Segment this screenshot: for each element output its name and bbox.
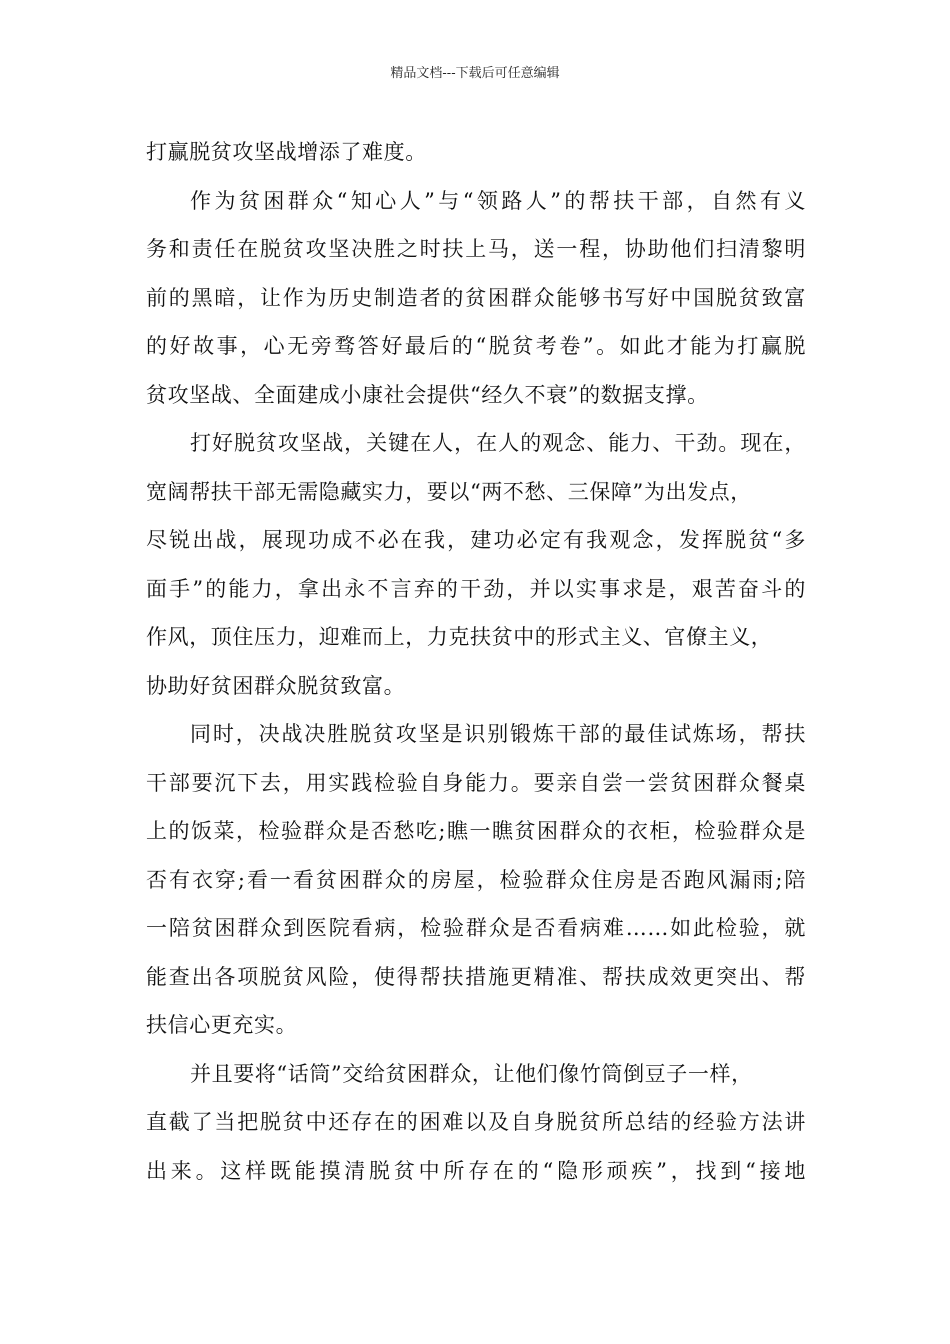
text-line: 打赢脱贫攻坚战增添了难度。 bbox=[146, 140, 427, 164]
text-line: 同时，决战决胜脱贫攻坚是识别锻炼干部的最佳试炼场，帮扶 bbox=[190, 722, 806, 746]
text-line: 一陪贫困群众到医院看病，检验群众是否看病难……如此检验，就 bbox=[146, 916, 806, 940]
text-line: 干部要沉下去，用实践检验自身能力。要亲自尝一尝贫困群众餐桌 bbox=[146, 770, 806, 795]
text-line: 贫攻坚战、全面建成小康社会提供“经久不衰”的数据支撑。 bbox=[146, 382, 709, 407]
text-line: 作风，顶住压力，迎难而上，力克扶贫中的形式主义、官僚主义， bbox=[146, 625, 773, 649]
text-line: 并且要将“话筒”交给贫困群众，让他们像竹筒倒豆子一样， bbox=[190, 1061, 753, 1086]
text-line: 打好脱贫攻坚战，关键在人，在人的观念、能力、干劲。现在， bbox=[190, 431, 806, 455]
text-line: 面手”的能力，拿出永不言弃的干劲，并以实事求是，艰苦奋斗的 bbox=[146, 576, 806, 601]
text-line: 扶信心更充实。 bbox=[146, 1013, 298, 1037]
text-line: 宽阔帮扶干部无需隐藏实力，要以“两不愁、三保障”为出发点， bbox=[146, 479, 752, 504]
text-line: 直截了当把脱贫中还存在的困难以及自身脱贫所总结的经验方法讲 bbox=[146, 1110, 806, 1134]
text-line: 务和责任在脱贫攻坚决胜之时扶上马，送一程，协助他们扫清黎明 bbox=[146, 237, 806, 261]
text-line: 作为贫困群众“知心人”与“领路人”的帮扶干部，自然有义 bbox=[190, 188, 806, 213]
text-line: 能查出各项脱贫风险，使得帮扶措施更精准、帮扶成效更突出、帮 bbox=[146, 964, 806, 989]
text-line: 上的饭菜，检验群众是否愁吃;瞧一瞧贫困群众的衣柜，检验群众是 bbox=[146, 819, 806, 843]
text-line: 出来。这样既能摸清脱贫中所存在的“隐形顽疾”，找到“接地 bbox=[146, 1158, 806, 1183]
text-line: 的好故事，心无旁骛答好最后的“脱贫考卷”。如此才能为打赢脱 bbox=[146, 334, 806, 358]
text-line: 尽锐出战，展现功成不必在我，建功必定有我观念，发挥脱贫“多 bbox=[146, 528, 806, 552]
text-line: 否有衣穿;看一看贫困群众的房屋，检验群众住房是否跑风漏雨;陪 bbox=[146, 867, 806, 892]
text-line: 协助好贫困群众脱贫致富。 bbox=[146, 673, 406, 698]
text-line: 前的黑暗，让作为历史制造者的贫困群众能够书写好中国脱贫致富 bbox=[146, 285, 806, 310]
page-header: 精品文档---下载后可任意编辑 bbox=[390, 66, 560, 81]
document-body bbox=[146, 128, 806, 1195]
